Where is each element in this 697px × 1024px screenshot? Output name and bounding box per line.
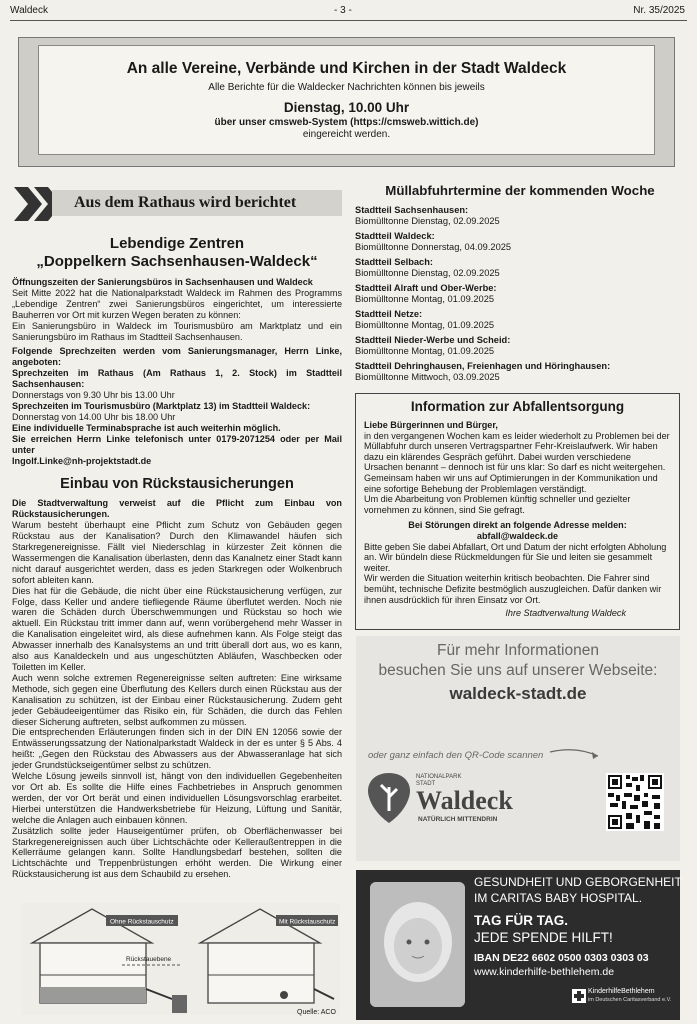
- info-email[interactable]: abfall@waldeck.de: [476, 530, 559, 541]
- einbau-paragraph: Warum besteht überhaupt eine Pflicht zum Schutz von Gebäuden gegen Rückstau aus der Kanalisation? Durch den Klimawandel häufen sich Starkregenereignisse. Fällt viel Niederschlag in kürzester Zeit können die Wassermengen die Kanalisation überlasten, denn das Kanalnetz einer Stadt kann nicht darauf ausgerichtet werden, dass es jeden Starkregen oder Wolkenbruch sofort ableiten kann.: [12, 520, 342, 585]
- qr-hint: oder ganz einfach den QR-Code scannen: [368, 750, 544, 761]
- zentren-hours-tourismus: Donnerstag von 14.00 Uhr bis 18.00 Uhr: [12, 411, 176, 422]
- info-report-heading: Bei Störungen direkt an folgende Adresse melden:: [408, 520, 627, 531]
- qr-code-icon[interactable]: [606, 773, 664, 831]
- muell-date: Biomülltonne Montag, 01.09.2025: [355, 294, 495, 304]
- website-line2: besuchen Sie uns auf unserer Webseite:: [378, 662, 658, 679]
- muell-district: Stadtteil Dehringhausen, Freienhagen und Höringhausen:: [355, 361, 611, 371]
- label-without-protection: Ohne Rückstauschutz: [110, 918, 174, 926]
- einbau-paragraph: Zusätzlich sollte jeder Hauseigentümer prüfen, ob Oberflächenwasser bei Starkregenereignissen auch über Lichtschächte oder Kelleraußentreppen in die Kellerräume gelangen kann. Sollte Handlungsbedarf bestehen, sollten die Lichtschächte und Treppenbrüstungen erhöht werden. Die Wirkung einer Rückstausicherung ist aus dem Schaubild zu ersehen.: [12, 825, 342, 880]
- charity-line2: IM CARITAS BABY HOSPITAL.: [474, 891, 643, 905]
- announcement-system: über unser cmsweb-System (https://cmsweb.wittich.de): [214, 117, 479, 128]
- page-number: - 3 -: [334, 5, 352, 16]
- zentren-heading-hours: Öffnungszeiten der Sanierungsbüros in Sachsenhausen und Waldeck: [12, 277, 313, 287]
- zentren-email[interactable]: Ingolf.Linke@nh-projektstadt.de: [12, 455, 152, 466]
- arrow-icon: [548, 744, 608, 766]
- zentren-heading-linke: Folgende Sprechzeiten werden vom Sanierungsmanager, Herrn Linke, angeboten:: [12, 346, 342, 368]
- label-with-protection: Mit Rückstauschutz: [279, 918, 336, 926]
- zentren-paragraph: Seit Mitte 2022 hat die Nationalparkstadt Waldeck im Rahmen des Programms „Lebendige Zentren“ zwei Sanierungsbüros eingerichtet, um interessierte Bauherren vor Ort mit kurzen Wegen beraten zu können:: [12, 287, 342, 320]
- einbau-paragraph: Auch wenn solche extremen Regenereignisse selten auftreten: Eine wirksame Methode, sich gegen eine Überflutung des Kellers durch einen Rückstau aus der Kanalisation zu schützen, ist der Einbau einer Rückstausicherung. Zudem geht jeder Gebäudeeigentümer das Risiko ein, für Schäden, die durch das Fehlen dieser Sicherung auftreten, selbst aufkommen zu müssen.: [12, 672, 342, 727]
- website-promo: [356, 636, 680, 861]
- zentren-title: [12, 235, 342, 271]
- einbau-paragraph: Welche Lösung jeweils sinnvoll ist, hängt von den individuellen Gegebenheiten vor Ort ab. Es sollte die Hilfe eines Fachbetriebes in Anspruch genommen werden, der vor Ort berät und einen individuellen Lösungsvorschlag erarbeitet. Hierbei unterstützen die Handwerksbetriebe für Heizung, Lüftung und Sanitär, welche die Anlagen auch einbauen können.: [12, 771, 342, 825]
- diagram-source: Quelle: ACO: [297, 1009, 336, 1016]
- backflow-diagram: [22, 903, 340, 1015]
- charity-iban: IBAN DE22 6602 0500 0303 0303 03: [474, 952, 649, 964]
- zentren-hours-rathaus: Donnerstags von 9.30 Uhr bis 13.00 Uhr: [12, 390, 175, 401]
- muell-entry: [355, 335, 685, 357]
- right-column: [355, 183, 685, 387]
- rathaus-banner-text: Aus dem Rathaus wird berichtet: [74, 194, 297, 211]
- muell-list: [355, 205, 685, 383]
- park-logo-icon: [366, 771, 412, 825]
- header-divider: [10, 20, 687, 21]
- announcement-title: An alle Vereine, Verbände und Kirchen in der Stadt Waldeck: [126, 60, 567, 77]
- rathaus-banner: [12, 183, 342, 223]
- zentren-heading-rathaus: Sprechzeiten im Rathaus (Am Rathaus 1, 2. Stock) im Stadtteil Sachsenhausen:: [12, 368, 342, 390]
- muell-district: Stadtteil Waldeck:: [355, 231, 435, 241]
- zentren-title-line1: Lebendige Zentren: [109, 235, 245, 252]
- announcement-subtitle: Alle Berichte für die Waldecker Nachrichten können bis jeweils: [208, 82, 485, 93]
- label-backflow-level: Rückstauebene: [126, 956, 172, 963]
- announcement-submitted: eingereicht werden.: [302, 129, 391, 140]
- muell-date: Biomülltonne Mittwoch, 03.09.2025: [355, 372, 500, 382]
- announcement-box: [38, 45, 655, 155]
- issue-number: Nr. 35/2025: [633, 5, 685, 16]
- muell-district: Stadtteil Alraft und Ober-Werbe:: [355, 283, 497, 293]
- logo-name: Waldeck: [416, 786, 513, 815]
- muell-date: Biomülltonne Dienstag, 02.09.2025: [355, 268, 500, 278]
- muell-entry: [355, 231, 685, 253]
- muell-title: Müllabfuhrtermine der kommenden Woche: [385, 183, 655, 198]
- muell-entry: [355, 205, 685, 227]
- info-paragraph: in den vergangenen Wochen kam es leider wiederholt zu Problemen bei der Müllabfuhr durch unseren Vertragspartner Fehr-Kreislaufwerk. Wir haben dazu ein klärendes Gespräch geführt. Dabei wurden verschiedene Ursachen benannt – dennoch ist für uns klar: So darf es nicht weitergehen.: [364, 430, 670, 473]
- muell-district: Stadtteil Netze:: [355, 309, 423, 319]
- zentren-paragraph: Ein Sanierungsbüro in Waldeck im Tourismusbüro am Marktplatz und ein Sanierungsbüro im Rathaus im Stadtteil Sachsenhausen.: [12, 320, 342, 342]
- charity-org-sub: im Deutschen Caritasverband e.V.: [588, 997, 672, 1003]
- einbau-paragraph: Dies hat für die Gebäude, die nicht über eine Rückstausicherung verfügen, zur Folge, dass Keller und andere tiefliegende Räume überflutet werden. Noch nie waren die Schäden durch Überschwemmungen und Rückstau so hoch wie aktuell. Ein Rückstau tritt immer dann auf, wenn vorübergehend mehr Wasser in die Kanalisation eingeleitet wird, als diese aufnehmen kann. Als Folge steigt das Abwasser innerhalb des Kanalsystems an und tritt überall dort aus, wo es kann, also aus Kanaldeckeln und aus ungeschützten Abläufen, Waschbecken oder Toiletten im Keller.: [12, 585, 342, 672]
- muell-entry: [355, 283, 685, 305]
- charity-url[interactable]: www.kinderhilfe-bethlehem.de: [474, 966, 615, 978]
- info-box: [355, 393, 680, 630]
- announcement-deadline: Dienstag, 10.00 Uhr: [283, 100, 410, 115]
- muell-district: Stadtteil Sachsenhausen:: [355, 205, 469, 215]
- charity-line3: TAG FÜR TAG.: [474, 913, 568, 928]
- muell-date: Biomülltonne Dienstag, 02.09.2025: [355, 216, 500, 226]
- muell-date: Biomülltonne Montag, 01.09.2025: [355, 320, 495, 330]
- logo-small-text: NATIONALPARK STADT: [416, 774, 462, 787]
- muell-district: Stadtteil Nieder-Werbe und Scheid:: [355, 335, 511, 345]
- charity-line4: JEDE SPENDE HILFT!: [474, 930, 613, 945]
- einbau-lead: Die Stadtverwaltung verweist auf die Pflicht zum Einbau von Rückstausicherungen.: [12, 498, 342, 520]
- zentren-body: [12, 277, 342, 466]
- muell-district: Stadtteil Selbach:: [355, 257, 434, 267]
- muell-date: Biomülltonne Donnerstag, 04.09.2025: [355, 242, 512, 252]
- logo-tagline: NATÜRLICH MITTENDRIN: [418, 816, 498, 823]
- einbau-paragraph: Die entsprechenden Erläuterungen finden sich in der DIN EN 12056 sowie der Entwässerungssatzung der Nationalparkstadt Waldeck in der es unter § 5 Abs. 4 heißt: „Gegen den Rückstau des Abwassers aus der Abwasseranlage hat sich jeder Grundstückseigentümer selbst zu schützen.: [12, 727, 342, 771]
- einbau-body: [12, 498, 342, 880]
- muell-entry: [355, 361, 685, 383]
- website-line1: Für mehr Informationen: [437, 642, 599, 659]
- einbau-title: Einbau von Rückstausicherungen: [60, 476, 294, 493]
- muell-entry: [355, 257, 685, 279]
- zentren-contact: Sie erreichen Herrn Linke telefonisch unter 0179-2071254 oder per Mail unter: [12, 433, 342, 455]
- charity-org: KinderhilfeBethlehem: [588, 988, 655, 995]
- caritas-cross-icon: [572, 989, 586, 1003]
- header-left: Waldeck: [10, 5, 48, 16]
- info-paragraph: Gemeinsam haben wir uns auf Optimierungen in der Kommunikation und eine sofortige Behebung der Problemlagen verständigt.: [364, 472, 658, 494]
- zentren-appointment: Eine individuelle Terminabsprache ist auch weiterhin möglich.: [12, 422, 281, 433]
- info-greeting: Liebe Bürgerinnen und Bürger,: [364, 420, 498, 430]
- info-paragraph: Wir werden die Situation weiterhin kritisch beobachten. Die Fahrer sind bemüht, technische Defizite bestmöglich auszugleichen. Dafür danken wir ihnen ausdrücklich für ihren Einsatz vor Ort.: [364, 573, 662, 605]
- charity-line1: GESUNDHEIT UND GEBORGENHEIT: [474, 875, 682, 889]
- info-signature: Ihre Stadtverwaltung Waldeck: [505, 608, 626, 619]
- website-url[interactable]: waldeck-stadt.de: [449, 684, 587, 703]
- left-column: [12, 183, 342, 880]
- baby-photo: [370, 882, 465, 1007]
- zentren-title-line2: „Doppelkern Sachsenhausen-Waldeck“: [36, 253, 318, 270]
- muell-date: Biomülltonne Montag, 01.09.2025: [355, 346, 495, 356]
- info-title: Information zur Abfallentsorgung: [410, 399, 625, 414]
- muell-entry: [355, 309, 685, 331]
- info-paragraph: Um die Abarbeitung von Problemen künftig schneller und gezielter vornehmen zu können, sind Sie gefragt.: [364, 494, 631, 515]
- info-paragraph: Bitte geben Sie dabei Abfallart, Ort und Datum der nicht erfolgten Abholung an. Wir bündeln diese Rückmeldungen für Sie und leiten sie gesammelt weiter.: [364, 541, 667, 573]
- zentren-heading-tourismus: Sprechzeiten im Tourismusbüro (Marktplatz 13) im Stadtteil Waldeck:: [12, 400, 311, 411]
